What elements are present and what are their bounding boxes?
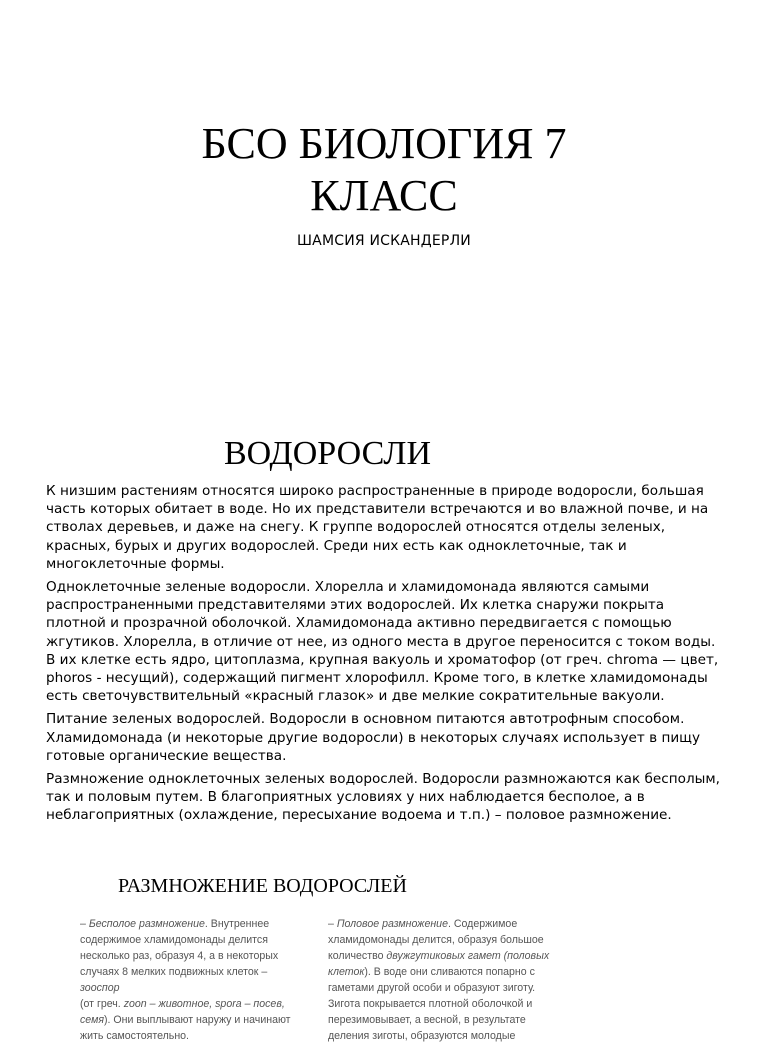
paragraph-unicellular: Одноклеточные зеленые водоросли. Хлорелла и хламидомонада являются самыми распространенными представителями этих водорослей. Их клетка снаружи покрыта плотной и прозрачной оболочкой. Хламидомонада активно передвигается с помощью жгутиков. Хлорелла, в отличие от нее, из одного места в другое переносится с током воды. В их клетке есть ядро, цитоплазма, крупная вакуоль и хроматофор (от греч. chroma — цвет, phoros - несущий), содержащий пигмент хлорофилл. Кроме того, в клетке хламидомонады есть светочувствительный «красный глазок» и две мелкие сократительные вакуоли.: [46, 579, 719, 705]
text-line: (от греч. zoon – животное, spora – посев,: [80, 998, 285, 1010]
text-line: жить самостоятельно.: [80, 1030, 189, 1042]
slide1-title-line1: БСО БИОЛОГИЯ 7: [201, 119, 567, 168]
text-line: деления зиготы, образуются молодые: [328, 1030, 516, 1042]
paragraph-nutrition: Питание зеленых водорослей. Водоросли в основном питаются автотрофным способом. Хламидомонада (и некоторые другие водоросли) в некоторых случаях использует в пищу готовые органические вещества.: [46, 711, 701, 764]
slide1-title-line2: КЛАСС: [310, 171, 458, 220]
text-line: – Бесполое размножение. Внутреннее: [80, 918, 270, 930]
text-line: гаметами другой особи и образуют зиготу.: [328, 982, 536, 994]
slide1-title: [0, 118, 768, 222]
text-line: семя). Они выплывают наружу и начинают: [80, 1014, 291, 1026]
text-line: хламидомонады делится, образуя большое: [328, 934, 544, 946]
slide1-author: ШАМСИЯ ИСКАНДЕРЛИ: [297, 233, 471, 249]
paragraph-intro: К низшим растениям относятся широко распространенные в природе водоросли, большая часть которых обитает в воде. Но их представители встречаются и во влажной почве, и на стволах деревьев, и даже на снегу. К группе водорослей относятся отделы зеленых, красных, бурых и других водорослей. Среди них есть как одноклеточные, так и многоклеточные формы.: [46, 483, 709, 572]
slide3-title: РАЗМНОЖЕНИЕ ВОДОРОСЛЕЙ: [118, 875, 407, 897]
text-line: Зигота покрывается плотной оболочкой и: [328, 998, 533, 1010]
text-line: клеток). В воде они сливаются попарно с: [328, 966, 535, 978]
slide2-title: ВОДОРОСЛИ: [224, 435, 432, 472]
asexual-reproduction-text: [80, 916, 306, 1044]
sexual-reproduction-text: [328, 916, 560, 1044]
text-line: несколько раз, образуя 4, а в некоторых: [80, 950, 279, 962]
text-line: – Половое размножение. Содержимое: [328, 918, 518, 930]
text-line: перезимовывает, а весной, в результате: [328, 1014, 526, 1026]
text-line: случаях 8 мелких подвижных клеток – зооспор: [80, 966, 268, 994]
slide2-body: [46, 482, 726, 830]
text-line: содержимое хламидомонады делится: [80, 934, 268, 946]
paragraph-reproduction: Размножение одноклеточных зеленых водорослей. Водоросли размножаются как бесполым, так и половым путем. В благоприятных условиях у них наблюдается бесполое, а в неблагоприятных (охлаждение, пересыхание водоема и т.п.) – половое размножение.: [46, 771, 720, 824]
text-line: количество двужгутиковых гамет (половых: [328, 950, 550, 962]
